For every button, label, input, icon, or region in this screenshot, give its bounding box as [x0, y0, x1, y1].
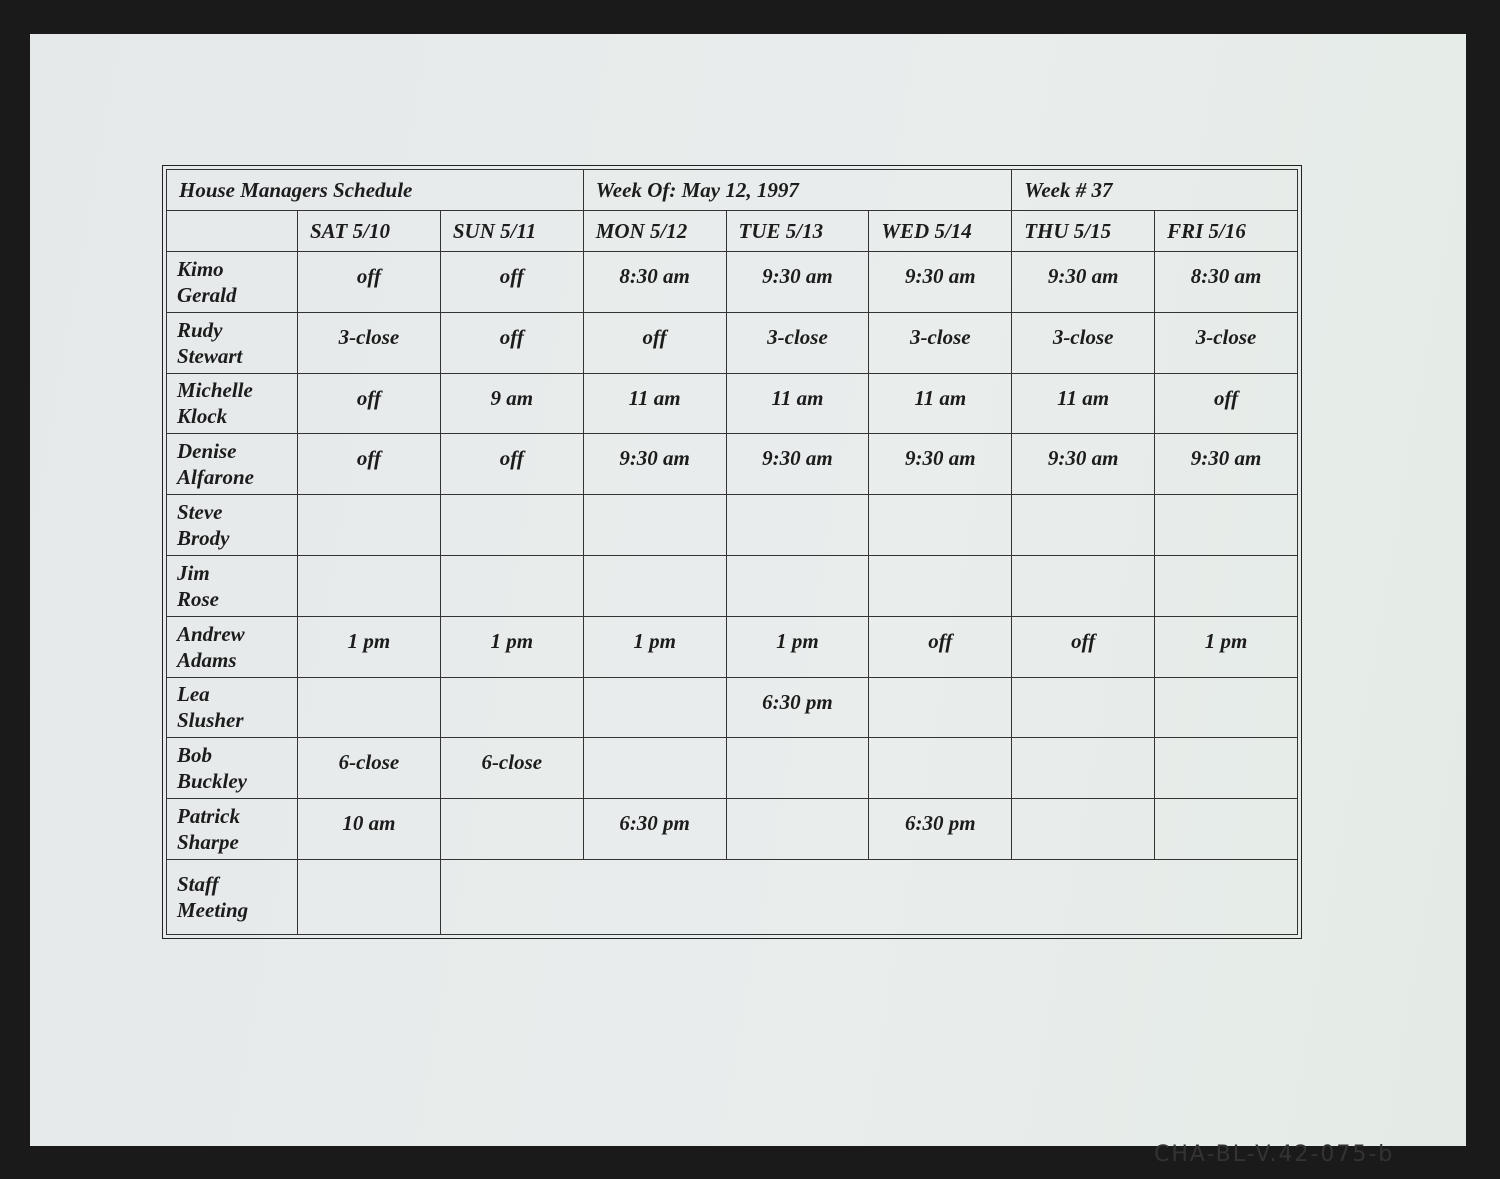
staff-meeting-row	[167, 860, 1298, 935]
day-header: THU 5/15	[1012, 211, 1155, 252]
manager-name	[167, 616, 298, 677]
table-row	[167, 252, 1298, 313]
manager-first-name: Lea	[177, 682, 210, 707]
shift-cell	[298, 555, 441, 616]
shift-cell: 8:30 am	[1155, 252, 1298, 313]
shift-cell	[1155, 555, 1298, 616]
table-row	[167, 616, 1298, 677]
shift-cell: 11 am	[1012, 373, 1155, 434]
table-row	[167, 373, 1298, 434]
shift-cell	[298, 495, 441, 556]
shift-cell	[583, 738, 726, 799]
shift-cell: 11 am	[583, 373, 726, 434]
shift-cell: 6-close	[440, 738, 583, 799]
shift-cell	[1012, 799, 1155, 860]
day-header: FRI 5/16	[1155, 211, 1298, 252]
day-header: MON 5/12	[583, 211, 726, 252]
shift-cell: off	[298, 252, 441, 313]
corner-cell	[167, 211, 298, 252]
shift-cell: 3-close	[726, 312, 869, 373]
day-header: SUN 5/11	[440, 211, 583, 252]
shift-cell	[869, 495, 1012, 556]
shift-cell: 3-close	[1012, 312, 1155, 373]
shift-cell	[1012, 555, 1155, 616]
manager-name	[167, 677, 298, 738]
shift-cell: 1 pm	[440, 616, 583, 677]
shift-cell	[1012, 677, 1155, 738]
shift-cell	[298, 677, 441, 738]
schedule-table-frame	[162, 165, 1302, 939]
shift-cell: off	[298, 434, 441, 495]
table-row	[167, 677, 1298, 738]
staff-meeting-label-line2: Meeting	[177, 898, 249, 922]
shift-cell: 9:30 am	[869, 252, 1012, 313]
shift-cell: off	[440, 434, 583, 495]
manager-last-name: Adams	[177, 647, 237, 672]
document-page	[30, 34, 1466, 1167]
shift-cell	[726, 738, 869, 799]
shift-cell: 9:30 am	[726, 252, 869, 313]
manager-name	[167, 373, 298, 434]
shift-cell	[869, 738, 1012, 799]
table-row	[167, 434, 1298, 495]
shift-cell	[440, 799, 583, 860]
staff-meeting-value	[298, 860, 441, 935]
shift-cell: 9:30 am	[726, 434, 869, 495]
manager-last-name: Rose	[177, 586, 219, 611]
manager-name	[167, 312, 298, 373]
shift-cell	[1155, 495, 1298, 556]
week-of: Week Of: May 12, 1997	[583, 170, 1012, 211]
table-row	[167, 738, 1298, 799]
manager-last-name: Stewart	[177, 343, 243, 368]
shift-cell	[440, 555, 583, 616]
shift-cell: 10 am	[298, 799, 441, 860]
day-header: WED 5/14	[869, 211, 1012, 252]
manager-first-name: Rudy	[177, 317, 223, 342]
shift-cell	[726, 799, 869, 860]
shift-cell: 9:30 am	[1012, 252, 1155, 313]
shift-cell	[440, 677, 583, 738]
archive-code: CHA-BL-V.42-075-b	[1154, 1142, 1395, 1167]
manager-first-name: Andrew	[177, 621, 245, 646]
shift-cell: 6:30 pm	[869, 799, 1012, 860]
manager-first-name: Kimo	[177, 256, 224, 281]
shift-cell: 6-close	[298, 738, 441, 799]
staff-meeting-label	[167, 860, 298, 935]
shift-cell: 9 am	[440, 373, 583, 434]
shift-cell	[583, 495, 726, 556]
manager-first-name: Michelle	[177, 378, 253, 403]
shift-cell: 1 pm	[1155, 616, 1298, 677]
shift-cell	[583, 555, 726, 616]
shift-cell	[869, 555, 1012, 616]
shift-cell: 6:30 pm	[583, 799, 726, 860]
shift-cell: off	[440, 252, 583, 313]
manager-first-name: Steve	[177, 500, 223, 525]
table-row	[167, 495, 1298, 556]
shift-cell	[1155, 799, 1298, 860]
shift-cell	[869, 677, 1012, 738]
manager-last-name: Slusher	[177, 708, 244, 733]
manager-last-name: Gerald	[177, 282, 237, 307]
day-header: TUE 5/13	[726, 211, 869, 252]
shift-cell: off	[298, 373, 441, 434]
shift-cell	[726, 495, 869, 556]
shift-cell	[1012, 738, 1155, 799]
manager-last-name: Alfarone	[177, 465, 255, 490]
manager-first-name: Bob	[177, 743, 213, 768]
shift-cell: 9:30 am	[1155, 434, 1298, 495]
shift-cell	[583, 677, 726, 738]
shift-cell	[1012, 495, 1155, 556]
shift-cell	[726, 555, 869, 616]
manager-name	[167, 434, 298, 495]
shift-cell: 3-close	[1155, 312, 1298, 373]
shift-cell: 9:30 am	[583, 434, 726, 495]
shift-cell: 11 am	[869, 373, 1012, 434]
manager-first-name: Jim	[177, 560, 210, 585]
shift-cell: off	[1012, 616, 1155, 677]
day-header-row	[167, 211, 1298, 252]
shift-cell: 8:30 am	[583, 252, 726, 313]
week-number: Week # 37	[1012, 170, 1298, 211]
shift-cell	[440, 495, 583, 556]
shift-cell: 11 am	[726, 373, 869, 434]
manager-name	[167, 495, 298, 556]
shift-cell: 6:30 pm	[726, 677, 869, 738]
table-row	[167, 799, 1298, 860]
shift-cell: 1 pm	[583, 616, 726, 677]
shift-cell: 1 pm	[726, 616, 869, 677]
shift-cell: 3-close	[298, 312, 441, 373]
shift-cell: 3-close	[869, 312, 1012, 373]
manager-last-name: Sharpe	[177, 830, 239, 855]
shift-cell	[1155, 738, 1298, 799]
manager-name	[167, 555, 298, 616]
schedule-title: House Managers Schedule	[167, 170, 584, 211]
manager-name	[167, 738, 298, 799]
staff-meeting-label-line1: Staff	[177, 872, 219, 896]
shift-cell: 1 pm	[298, 616, 441, 677]
header-row	[167, 170, 1298, 211]
manager-last-name: Buckley	[177, 769, 247, 794]
shift-cell: off	[583, 312, 726, 373]
staff-meeting-notes	[440, 860, 1297, 935]
manager-name	[167, 799, 298, 860]
shift-cell: off	[1155, 373, 1298, 434]
shift-cell: off	[440, 312, 583, 373]
manager-last-name: Klock	[177, 404, 228, 429]
manager-name	[167, 252, 298, 313]
schedule-table	[166, 169, 1298, 935]
table-row	[167, 312, 1298, 373]
manager-last-name: Brody	[177, 526, 230, 551]
shift-cell: 9:30 am	[1012, 434, 1155, 495]
table-row	[167, 555, 1298, 616]
manager-first-name: Patrick	[177, 804, 240, 829]
shift-cell: off	[869, 616, 1012, 677]
shift-cell	[1155, 677, 1298, 738]
manager-first-name: Denise	[177, 439, 237, 464]
shift-cell: 9:30 am	[869, 434, 1012, 495]
day-header: SAT 5/10	[298, 211, 441, 252]
